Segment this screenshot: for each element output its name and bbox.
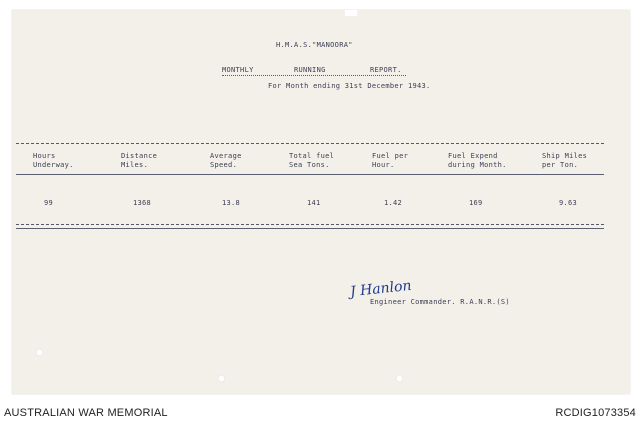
punch-hole [218, 375, 225, 382]
signatory-title: Engineer Commander. R.A.N.R.(S) [370, 298, 510, 306]
punch-hole [36, 349, 43, 356]
report-title-word-1: MONTHLY [222, 66, 254, 74]
value-hours: 99 [44, 199, 54, 207]
value-distance: 1368 [133, 199, 152, 207]
report-period: For Month ending 31st December 1943. [268, 82, 431, 90]
value-fuel-expend: 169 [469, 199, 483, 207]
value-speed: 13.8 [222, 199, 241, 207]
table-bottom-rule [16, 224, 604, 225]
value-total-fuel: 141 [307, 199, 321, 207]
col-header-ship-miles: Ship Miles per Ton. [542, 152, 588, 169]
col-header-speed: Average Speed. [210, 152, 242, 169]
col-header-total-fuel: Total fuel Sea Tons. [289, 152, 335, 169]
handwritten-signature: J Hanlon [349, 277, 413, 301]
col-header-hours: Hours Underway. [33, 152, 74, 169]
report-title-word-2: RUNNING [294, 66, 326, 74]
ship-name: H.M.A.S."MANOORA" [276, 41, 353, 49]
footer-record-id: RCDIG1073354 [555, 407, 636, 419]
table-bottom-rule-2 [16, 228, 604, 229]
value-fuel-per-hour: 1.42 [384, 199, 403, 207]
footer-archive-name: AUSTRALIAN WAR MEMORIAL [4, 407, 168, 419]
title-underline [222, 75, 406, 76]
value-ship-miles: 9.63 [559, 199, 578, 207]
report-title-word-3: REPORT. [370, 66, 402, 74]
table-header-rule [16, 174, 604, 175]
punch-hole [396, 375, 403, 382]
table-top-rule [16, 143, 604, 144]
col-header-fuel-per-hour: Fuel per Hour. [372, 152, 409, 169]
paper-tear [345, 10, 357, 16]
col-header-distance: Distance Miles. [121, 152, 158, 169]
col-header-fuel-expend: Fuel Expend during Month. [448, 152, 507, 169]
